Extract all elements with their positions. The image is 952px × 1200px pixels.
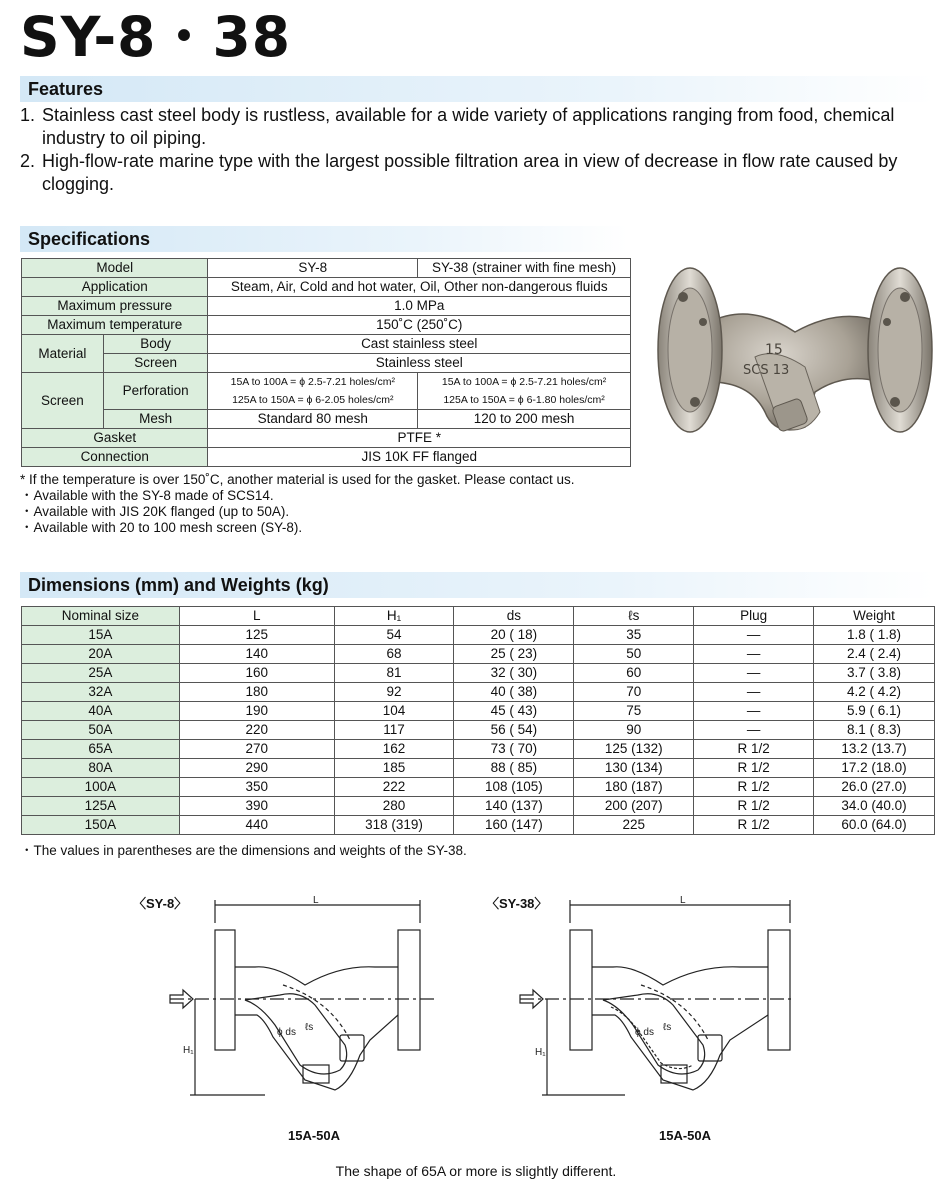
table-cell: 75 <box>574 702 694 721</box>
table-cell: 13.2 (13.7) <box>814 740 935 759</box>
table-cell: 50 <box>574 645 694 664</box>
table-row <box>22 429 631 448</box>
table-cell: R 1/2 <box>694 740 814 759</box>
sy38-drawing <box>515 895 800 1110</box>
table-row <box>22 816 935 835</box>
nominal-size-cell: 32A <box>22 683 180 702</box>
table-row <box>22 448 631 467</box>
nominal-size-cell: 20A <box>22 645 180 664</box>
table-cell: 1.8 ( 1.8) <box>814 626 935 645</box>
nominal-size-cell: 25A <box>22 664 180 683</box>
table-row <box>22 740 935 759</box>
table-cell: 162 <box>334 740 454 759</box>
table-cell: 440 <box>179 816 334 835</box>
nominal-size-cell: 150A <box>22 816 180 835</box>
table-cell: 350 <box>179 778 334 797</box>
dimension-ds-label: ϕ ds <box>277 1027 296 1038</box>
perforation-line: 15A to 100A = ϕ 2.5-7.21 holes/cm² <box>230 376 395 388</box>
sy38-caption: 15A-50A <box>659 1128 712 1143</box>
note-line: ・Available with the SY-8 made of SCS14. <box>20 488 274 503</box>
table-cell: 92 <box>334 683 454 702</box>
table-cell: 125 <box>179 626 334 645</box>
table-cell: 318 (319) <box>334 816 454 835</box>
nominal-size-cell: 40A <box>22 702 180 721</box>
table-row <box>22 759 935 778</box>
application-value: Steam, Air, Cold and hot water, Oil, Other non-dangerous fluids <box>208 278 631 297</box>
dimension-ls-label: ℓs <box>305 1022 314 1033</box>
table-cell: — <box>694 626 814 645</box>
application-label: Application <box>22 278 208 297</box>
table-row <box>22 778 935 797</box>
table-row <box>22 721 935 740</box>
dimensions-table <box>21 606 935 835</box>
column-header: H₁ <box>334 607 454 626</box>
dimension-ds-label: ϕ ds <box>635 1027 654 1038</box>
table-cell: 4.2 ( 4.2) <box>814 683 935 702</box>
table-header-row <box>22 607 935 626</box>
table-row <box>22 335 631 354</box>
table-cell: 5.9 ( 6.1) <box>814 702 935 721</box>
features-list <box>20 104 912 196</box>
table-cell: 56 ( 54) <box>454 721 574 740</box>
specifications-table <box>21 258 631 467</box>
perforation-sy38 <box>418 373 631 410</box>
table-cell: 190 <box>179 702 334 721</box>
table-cell: 20 ( 18) <box>454 626 574 645</box>
mesh-sy8: Standard 80 mesh <box>208 410 418 429</box>
material-label: Material <box>22 335 104 373</box>
feature-item <box>20 104 912 150</box>
table-cell: 88 ( 85) <box>454 759 574 778</box>
table-cell: 104 <box>334 702 454 721</box>
feature-item <box>20 150 912 196</box>
sy8-drawing <box>165 895 440 1110</box>
perforation-line: 15A to 100A = ϕ 2.5-7.21 holes/cm² <box>441 376 607 388</box>
column-header: ds <box>454 607 574 626</box>
nominal-size-cell: 80A <box>22 759 180 778</box>
table-cell: 40 ( 38) <box>454 683 574 702</box>
nominal-size-cell: 100A <box>22 778 180 797</box>
table-cell: 222 <box>334 778 454 797</box>
table-cell: 185 <box>334 759 454 778</box>
table-cell: — <box>694 664 814 683</box>
table-cell: 180 <box>179 683 334 702</box>
model-sy38: SY-38 (strainer with fine mesh) <box>418 259 631 278</box>
table-cell: — <box>694 721 814 740</box>
table-cell: 280 <box>334 797 454 816</box>
table-cell: — <box>694 645 814 664</box>
perforation-line: 125A to 150A = ϕ 6-1.80 holes/cm² <box>443 394 605 406</box>
table-cell: 160 (147) <box>454 816 574 835</box>
dimension-L-label: L <box>680 895 686 906</box>
table-row <box>22 645 935 664</box>
screen-material-value: Stainless steel <box>208 354 631 373</box>
table-cell: 3.7 ( 3.8) <box>814 664 935 683</box>
table-cell: 34.0 (40.0) <box>814 797 935 816</box>
dimension-H1-label: H₁ <box>535 1047 546 1058</box>
table-cell: 70 <box>574 683 694 702</box>
table-row <box>22 664 935 683</box>
sy8-caption: 15A-50A <box>288 1128 341 1143</box>
features-heading: Features <box>20 76 934 102</box>
table-cell: R 1/2 <box>694 759 814 778</box>
nominal-size-cell: 15A <box>22 626 180 645</box>
table-cell: 390 <box>179 797 334 816</box>
feature-text: High-flow-rate marine type with the largest possible filtration area in view of decrease in flow rate caused by clogging. <box>42 151 898 194</box>
table-cell: 117 <box>334 721 454 740</box>
max-pressure-value: 1.0 MPa <box>208 297 631 316</box>
column-header: Plug <box>694 607 814 626</box>
photo-size-text: 15 <box>765 342 783 358</box>
page-title: SY-8・38 <box>20 5 291 69</box>
max-pressure-label: Maximum pressure <box>22 297 208 316</box>
table-cell: 73 ( 70) <box>454 740 574 759</box>
nominal-size-cell: 50A <box>22 721 180 740</box>
table-cell: 200 (207) <box>574 797 694 816</box>
screen-label: Screen <box>22 373 104 429</box>
table-cell: 68 <box>334 645 454 664</box>
table-cell: 90 <box>574 721 694 740</box>
table-cell: 81 <box>334 664 454 683</box>
table-cell: 25 ( 23) <box>454 645 574 664</box>
table-cell: R 1/2 <box>694 778 814 797</box>
model-label: Model <box>22 259 208 278</box>
table-cell: 290 <box>179 759 334 778</box>
feature-number: 2. <box>20 151 36 171</box>
column-header: Nominal size <box>22 607 180 626</box>
note-line: * If the temperature is over 150˚C, another material is used for the gasket. Please contact us. <box>20 472 575 487</box>
dimensions-note: ・The values in parentheses are the dimensions and weights of the SY-38. <box>20 843 467 858</box>
max-temp-label: Maximum temperature <box>22 316 208 335</box>
table-cell: 17.2 (18.0) <box>814 759 935 778</box>
dimension-ls-label: ℓs <box>663 1022 672 1033</box>
table-row <box>22 297 631 316</box>
max-temp-value: 150˚C (250˚C) <box>208 316 631 335</box>
body-label: Body <box>103 335 208 354</box>
table-cell: 45 ( 43) <box>454 702 574 721</box>
table-cell: 140 <box>179 645 334 664</box>
table-cell: R 1/2 <box>694 797 814 816</box>
sy8-drawing-label: 〈SY-8〉 <box>133 896 188 911</box>
specification-notes <box>20 472 575 536</box>
model-sy8: SY-8 <box>208 259 418 278</box>
nominal-size-cell: 65A <box>22 740 180 759</box>
table-cell: 125 (132) <box>574 740 694 759</box>
table-cell: 54 <box>334 626 454 645</box>
perforation-label: Perforation <box>103 373 208 410</box>
gasket-value: PTFE * <box>208 429 631 448</box>
column-header: Weight <box>814 607 935 626</box>
table-cell: 32 ( 30) <box>454 664 574 683</box>
dimension-L-label: L <box>313 895 319 906</box>
table-row <box>22 259 631 278</box>
table-cell: 108 (105) <box>454 778 574 797</box>
table-row <box>22 626 935 645</box>
connection-value: JIS 10K FF flanged <box>208 448 631 467</box>
table-cell: 180 (187) <box>574 778 694 797</box>
table-row <box>22 702 935 721</box>
table-cell: 140 (137) <box>454 797 574 816</box>
specifications-heading: Specifications <box>20 226 628 252</box>
note-line: ・Available with 20 to 100 mesh screen (SY-8). <box>20 520 303 535</box>
table-cell: 130 (134) <box>574 759 694 778</box>
sy38-drawing-label: 〈SY-38〉 <box>486 896 548 911</box>
feature-number: 1. <box>20 105 36 125</box>
note-line: ・Available with JIS 20K flanged (up to 50A). <box>20 504 290 519</box>
photo-stamp-text: SCS 13 <box>743 363 790 378</box>
screen-material-label: Screen <box>103 354 208 373</box>
perforation-sy8 <box>208 373 418 410</box>
table-row <box>22 278 631 297</box>
table-row <box>22 410 631 429</box>
table-cell: — <box>694 702 814 721</box>
table-cell: 160 <box>179 664 334 683</box>
table-cell: 35 <box>574 626 694 645</box>
dimensions-heading: Dimensions (mm) and Weights (kg) <box>20 572 934 598</box>
mesh-sy38: 120 to 200 mesh <box>418 410 631 429</box>
perforation-line: 125A to 150A = ϕ 6-2.05 holes/cm² <box>232 394 394 406</box>
table-cell: 270 <box>179 740 334 759</box>
table-row <box>22 373 631 410</box>
table-row <box>22 316 631 335</box>
table-cell: 60 <box>574 664 694 683</box>
nominal-size-cell: 125A <box>22 797 180 816</box>
table-cell: 220 <box>179 721 334 740</box>
table-cell: 26.0 (27.0) <box>814 778 935 797</box>
table-row <box>22 683 935 702</box>
table-cell: R 1/2 <box>694 816 814 835</box>
gasket-label: Gasket <box>22 429 208 448</box>
feature-text: Stainless cast steel body is rustless, available for a wide variety of applications ranging from food, chemical industry to oil piping. <box>42 105 895 148</box>
table-cell: 8.1 ( 8.3) <box>814 721 935 740</box>
table-cell: 2.4 ( 2.4) <box>814 645 935 664</box>
connection-label: Connection <box>22 448 208 467</box>
strainer-photo <box>655 262 935 447</box>
body-value: Cast stainless steel <box>208 335 631 354</box>
table-cell: 60.0 (64.0) <box>814 816 935 835</box>
table-cell: — <box>694 683 814 702</box>
column-header: L <box>179 607 334 626</box>
table-row <box>22 354 631 373</box>
footer-note: The shape of 65A or more is slightly different. <box>335 1163 617 1179</box>
dimension-H1-label: H₁ <box>183 1045 194 1056</box>
column-header: ℓs <box>574 607 694 626</box>
mesh-label: Mesh <box>103 410 208 429</box>
table-row <box>22 797 935 816</box>
table-cell: 225 <box>574 816 694 835</box>
